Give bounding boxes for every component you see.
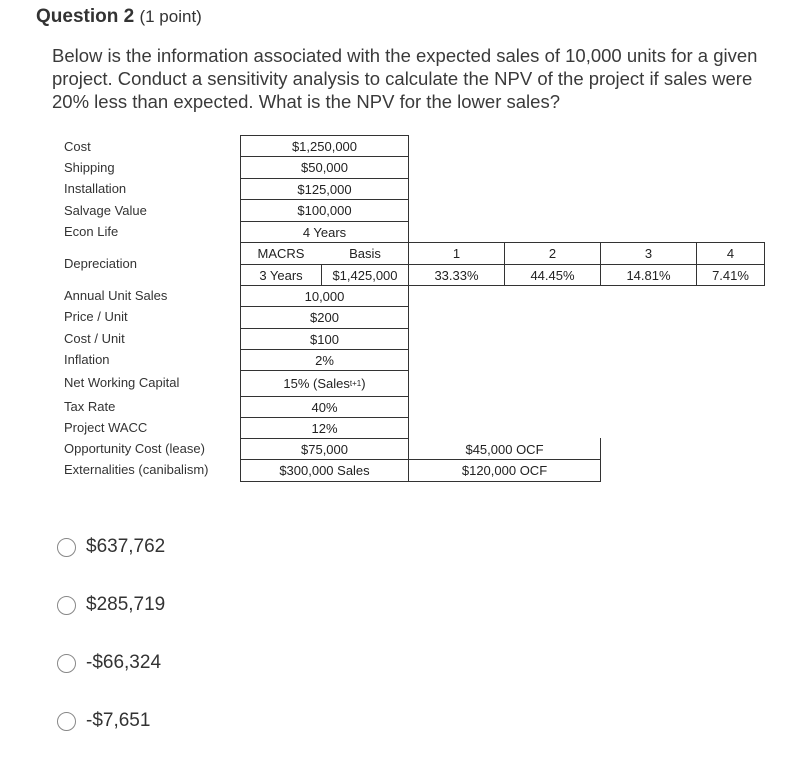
answer-option-1[interactable]	[57, 536, 165, 558]
value-cost: $1,250,000	[291, 138, 358, 154]
radio-icon[interactable]	[57, 538, 76, 557]
dep-year-3: 3	[644, 246, 653, 261]
dep-rate-2: 44.45%	[530, 267, 575, 283]
answer-option-2[interactable]	[57, 594, 165, 616]
label-salvage: Salvage Value	[64, 203, 147, 218]
question-prompt: Below is the information associated with the expected sales of 10,000 units for a given project. Conduct a sensitivity analysis to calculate the NPV of the project if sales were 20% less than expected. What is the NPV for the lower sales?	[52, 45, 758, 112]
label-cost: Cost	[64, 139, 91, 154]
value-nwc-prefix: 15% (Sales	[283, 376, 350, 391]
radio-icon[interactable]	[57, 712, 76, 731]
value-macrs: MACRS	[257, 246, 305, 261]
question-title: Question 2	[36, 6, 135, 27]
label-econ-life: Econ Life	[64, 224, 119, 239]
value-econ-life: 4 Years	[302, 224, 347, 240]
answer-option-label: -$66,324	[86, 652, 162, 673]
dep-year-1: 1	[452, 246, 461, 261]
label-installation: Installation	[64, 181, 127, 196]
label-tax: Tax Rate	[64, 399, 116, 414]
answer-option-label: -$7,651	[86, 710, 151, 731]
value-installation: $125,000	[297, 181, 352, 197]
value-price: $200	[310, 310, 339, 325]
dep-rate-4: 7.41%	[712, 267, 749, 283]
answer-option-label: $285,719	[86, 594, 166, 615]
label-annual-sales: Annual Unit Sales	[64, 288, 168, 303]
label-nwc: Net Working Capital	[64, 375, 180, 390]
value-cost-unit: $100	[310, 331, 339, 347]
question-points: (1 point)	[139, 7, 202, 26]
label-shipping: Shipping	[64, 160, 115, 175]
dep-year-2: 2	[548, 246, 557, 261]
label-inflation: Inflation	[64, 352, 110, 367]
value-salvage: $100,000	[297, 203, 352, 218]
value-tax: 40%	[311, 399, 338, 415]
label-wacc: Project WACC	[64, 420, 148, 435]
value-wacc: 12%	[311, 420, 338, 436]
value-annual-sales: 10,000	[304, 288, 345, 304]
radio-icon[interactable]	[57, 654, 76, 673]
radio-icon[interactable]	[57, 596, 76, 615]
value-inflation: 2%	[315, 352, 334, 368]
answer-option-3[interactable]	[57, 652, 161, 674]
dep-year-4: 4	[726, 246, 735, 261]
dep-rate-3: 14.81%	[626, 267, 671, 283]
value-opp-cost-ocf: $45,000 OCF	[465, 441, 544, 457]
dep-rate-1: 33.33%	[434, 267, 479, 283]
label-price: Price / Unit	[64, 309, 128, 324]
value-nwc-sub: t+1	[349, 379, 362, 388]
question-header	[36, 6, 202, 28]
label-externalities: Externalities (canibalism)	[64, 462, 209, 477]
answer-option-4[interactable]	[57, 710, 150, 732]
value-externalities-ocf: $120,000 OCF	[461, 463, 548, 478]
value-basis: $1,425,000	[332, 267, 398, 283]
value-nwc	[241, 371, 408, 396]
value-shipping: $50,000	[301, 160, 348, 175]
value-basis-header: Basis	[349, 246, 381, 261]
value-years: 3 Years	[259, 267, 303, 283]
value-externalities: $300,000 Sales	[279, 463, 370, 478]
label-depreciation: Depreciation	[64, 256, 137, 271]
label-cost-unit: Cost / Unit	[64, 331, 125, 346]
answer-option-label: $637,762	[86, 536, 166, 557]
value-opp-cost: $75,000	[301, 441, 348, 457]
label-opp-cost: Opportunity Cost (lease)	[64, 441, 205, 456]
value-nwc-suffix: )	[361, 376, 366, 391]
